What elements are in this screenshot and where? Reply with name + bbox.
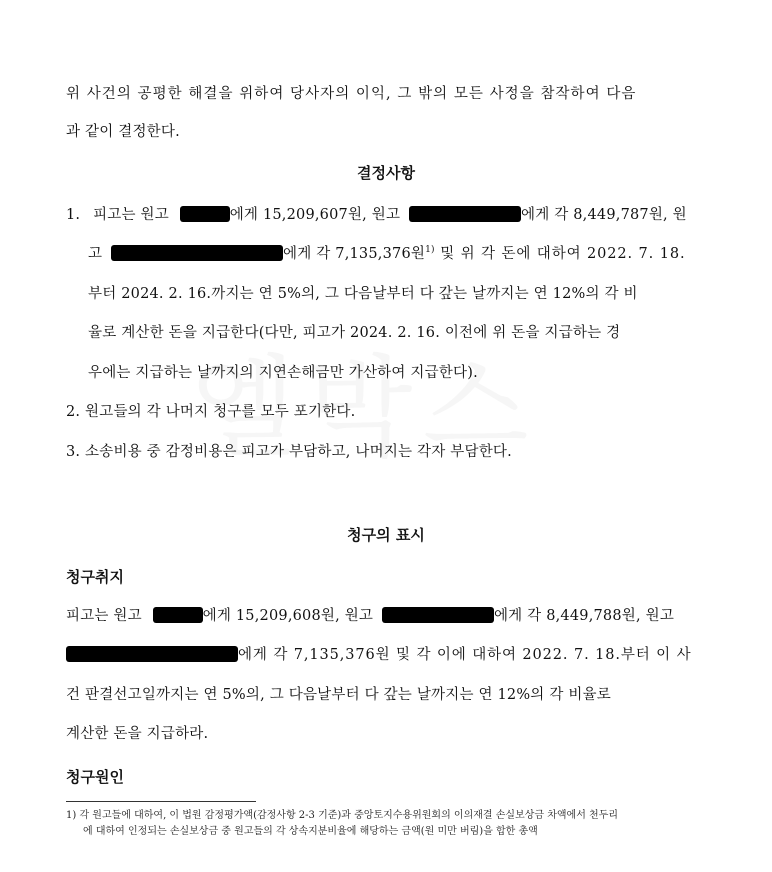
redacted-name [180,206,230,222]
claim-heading: 청구의 표시 [347,526,425,544]
decision-item-1-line-1 [66,205,706,225]
text: 에게 각 8,449,788원, 원고 [493,608,675,624]
item-number: 1. [66,207,81,223]
decision-item-3: 3. 소송비용 중 감정비용은 피고가 부담하고, 나머지는 각자 부담한다. [66,444,512,460]
footnote-divider [66,801,256,802]
text: 에게 각 7,135,376원 및 각 이에 대하여 2022. 7. 18.부터 이 사 [238,647,692,663]
redacted-name [111,245,283,261]
decision-item-2: 2. 원고들의 각 나머지 청구를 모두 포기한다. [66,404,356,420]
text: 에게 15,209,607원, 원고 [229,207,401,223]
decision-item-1-line-4: 율로 계산한 돈을 지급한다(다만, 피고가 2024. 2. 16. 이전에 위 돈을 지급하는 경 [88,325,621,341]
intro-text-1: 위 사건의 공평한 해결을 위하여 당사자의 이익, 그 밖의 모든 사정을 참작하여 다음 [66,86,637,102]
redacted-name [409,206,521,222]
footnote-line-2: 에 대하여 인정되는 손실보상금 중 원고들의 각 상속지분비율에 해당하는 금액(원 미만 버림)을 합한 총액 [83,826,538,837]
intro-line-2: 과 같이 결정한다. [66,124,180,140]
text: 에게 각 7,135,376원 [283,246,426,262]
text: 고 [88,246,103,262]
decision-item-1-line-3: 부터 2024. 2. 16.까지는 연 5%의, 그 다음날부터 다 갚는 날까지는 연 12%의 각 비 [88,286,638,302]
footnote-ref: 1) [425,245,435,256]
text: 피고는 원고 [66,608,142,624]
decision-item-1-line-5: 우에는 지급하는 날까지의 지연손해금만 가산하여 지급한다). [88,365,478,381]
text: 에게 15,209,608원, 원고 [202,608,374,624]
intro-line-1 [66,84,706,104]
redacted-name [382,607,494,623]
claim-purpose-line-2 [66,645,706,665]
decision-item-1-line-2 [88,244,706,264]
text: 및 위 각 돈에 대하여 2022. 7. 18. [434,246,686,262]
text: 피고는 원고 [93,207,169,223]
claim-purpose-line-1 [66,606,706,626]
text: 에게 각 8,449,787원, 원 [521,207,687,223]
decision-heading: 결정사항 [357,164,415,182]
claim-cause-title: 청구원인 [66,768,124,786]
claim-purpose-line-4: 계산한 돈을 지급하라. [66,726,209,742]
footnote-line-1: 1) 각 원고들에 대하여, 이 법원 감정평가액(감정사항 2-3 기준)과 중앙토지수용위원회의 이의재결 손실보상금 차액에서 천두리 [66,810,619,821]
claim-purpose-line-3: 건 판결선고일까지는 연 5%의, 그 다음날부터 다 갚는 날까지는 연 12%의 각 비율로 [66,687,611,703]
redacted-name [153,607,203,623]
redacted-name [66,646,238,662]
claim-purpose-title: 청구취지 [66,568,124,586]
